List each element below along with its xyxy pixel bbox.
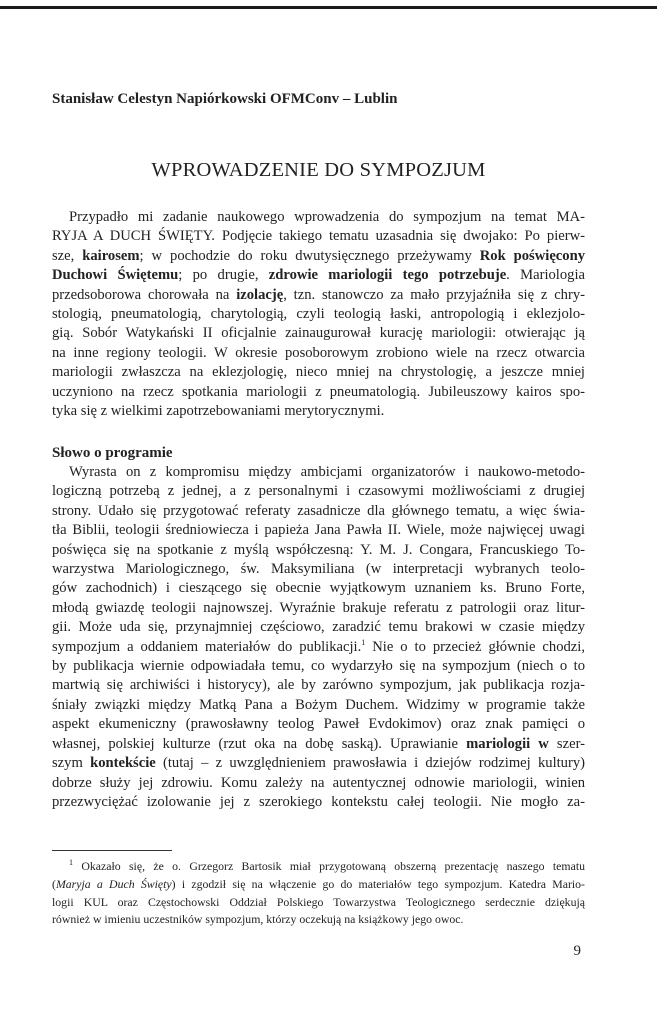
- bold-term: zdrowie mariologii tego potrzebuje: [268, 267, 507, 284]
- text-line: przedsoborowa chorowała na izolację, tzn. stanowczo za mało przyjaźniła się z chry-: [52, 286, 585, 303]
- text-line: warzystwa Mariologicznego, św. Maksymiliana (w interpretacji wybranych teolo-: [52, 561, 585, 578]
- footnote-reference[interactable]: 1: [361, 637, 366, 647]
- footnote-marker: 1: [69, 858, 73, 868]
- text-line: własnej, polskiej kulturze (rzut oka na dobę saską). Uprawianie mariologii w szer-: [52, 735, 585, 752]
- top-scan-border: [0, 6, 657, 9]
- text-line: mariologii zwłaszcza na eklezjologię, nieco mniej na chrystologię, a jeszcze mniej: [52, 364, 585, 381]
- italic-title: Maryja a Duch Święty: [55, 876, 172, 891]
- footnote-line: $^1$ Okazało się, że o. Grzegorz Bartosik miał przygotowaną obszerną prezentację naszego tematu: [69, 858, 585, 873]
- text-line: Przypadło mi zadanie naukowego wprowadzenia do sympozjum na temat MA-: [69, 209, 585, 225]
- footnote-line: również w imieniu uczestników sympozjum, którzy oczekują na książkowy jego owoc.: [52, 912, 464, 927]
- footnote-divider: [52, 850, 172, 851]
- program-paragraph: [52, 463, 585, 812]
- bold-term: izolację: [236, 286, 284, 303]
- text-line: dobrze służy jej zdrowiu. Komu zależy na autentycznej odnowie mariologii, winien: [52, 774, 585, 791]
- section-heading: Słowo o programie: [52, 445, 173, 461]
- bold-term: mariologii w: [466, 735, 549, 752]
- text-line: na inne regiony teologii. W okresie posoborowym zrobiono wiele na rzecz otwarcia: [52, 344, 585, 361]
- bold-term: Rok poświęcony: [479, 247, 585, 264]
- footnote-line: (Maryja a Duch Święty) i zgodził się na włączenie go do materiałów tego sympozjum. Katedra Mario-: [52, 876, 585, 891]
- text-line: tła Biblii, teologii średniowiecza i papieża Jana Pawła II. Wiele, może najwięcej uwagi: [52, 522, 585, 539]
- text-line: gów zachodnich) i cieszącego się obecnie wyjątkowym uznaniem ks. Bruno Forte,: [52, 580, 585, 597]
- text-line: młodą gwiazdę teologii najnowszej. Wyraźnie brakuje referatu z patrologii oraz litur-: [52, 599, 585, 616]
- text-line: gii. Może uda się, przynajmniej częściowo, zaradzić temu brakowi w czasie między: [52, 619, 585, 636]
- bold-term: kontekście: [90, 755, 156, 772]
- text-line: śniały związki między Matką Pana a Bożym Duchem. Widzimy w programie także: [52, 696, 585, 713]
- text-line: aspekt ekumeniczny (prawosławny teolog Paweł Evdokimov) oraz znak pamięci o: [52, 716, 585, 733]
- text-line: RYJA A DUCH ŚWIĘTY. Podjęcie takiego tematu uzasadnia się dwojako: Po pierw-: [52, 228, 585, 245]
- text-line: uczyniono na rzecz spotkania mariologii z pneumatologią. Jubileuszowy kairos spo-: [52, 383, 585, 400]
- page-number: 9: [573, 943, 581, 959]
- footnote-line: logii KUL oraz Częstochowski Oddział Polskiego Towarzystwa Teologicznego serdecznie dziękują: [52, 894, 585, 909]
- text-line: Wyrasta on z kompromisu między ambicjami organizatorów i naukowo-metodo-: [69, 464, 585, 480]
- text-line: szym kontekście (tutaj – z uwzględnieniem prawosławia i dziejów rodzimej kultury): [52, 755, 585, 772]
- text-line: martwią się archiwiści i historycy), ale by zarówno sympozjum, jak publikacja rozja-: [52, 677, 585, 694]
- text-line: Duchowi Świętemu; po drugie, zdrowie mariologii tego potrzebuje. Mariologia: [52, 267, 585, 284]
- intro-paragraph: [52, 208, 585, 421]
- text-line: tyka się z wielkimi zapotrzebowaniami merytorycznymi.: [52, 403, 385, 420]
- page-title: WPROWADZENIE DO SYMPOZJUM: [151, 159, 486, 181]
- text-line: gią. Sobór Watykański II oficjalnie zainaugurował kurację mariologii: otwierając ją: [52, 325, 585, 342]
- author-affiliation: Stanisław Celestyn Napiórkowski OFMConv – Lublin: [52, 91, 398, 107]
- footnote: [52, 858, 585, 929]
- text-line: poświęca się na spotkanie z myślą współczesną: Y. M. J. Congara, Francuskiego To-: [52, 541, 585, 558]
- bold-term: Duchowi Świętemu: [52, 267, 179, 284]
- text-line: sympozjum a oddaniem materiałów do publikacji.$^1$ Nie o to przecież głównie chodzi,: [52, 637, 585, 655]
- text-line: strony. Udało się przygotować referaty zasadnicze dla głównego tematu, a więc świa-: [52, 502, 585, 519]
- text-line: by publikacja wiernie odpowiadała temu, co wydarzyło się na sympozjum (niech o to: [52, 658, 585, 675]
- text-line: logiczną potrzebą z jednej, a z personalnymi i czasowymi możliwościami z drugiej: [52, 483, 585, 500]
- text-line: stologią, pneumatologią, charytologią, czyli teologią łaski, antropologią i eklezjolo-: [52, 306, 585, 323]
- text-line: przezwyciężać izolowanie jej z szerokiego kontekstu całej teologii. Nie mogło za-: [52, 793, 585, 810]
- text-line: sze, kairosem; w pochodzie do roku dwutysięcznego przeżywamy Rok poświęcony: [52, 247, 585, 264]
- bold-term: kairosem: [82, 247, 140, 264]
